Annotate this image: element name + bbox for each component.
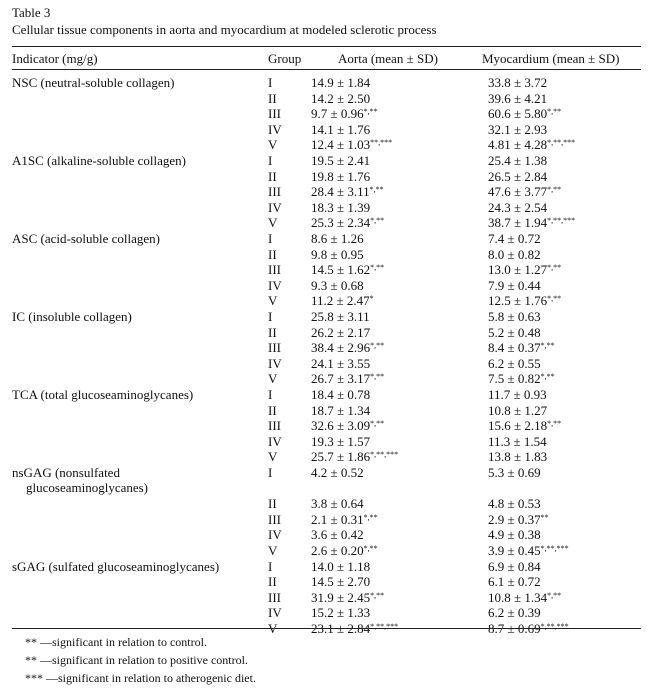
indicator-text: sGAG (sulfated glucoseaminoglycanes) (12, 558, 220, 574)
significance-marker: *,** (370, 341, 385, 351)
significance-marker: *,** (540, 372, 555, 382)
group-cell: I (268, 387, 273, 402)
group-cell: III (268, 511, 281, 527)
group-cell: II (268, 402, 277, 418)
aorta-cell-value: 38.4 ± 2.96 (311, 340, 371, 356)
group-cell: V (268, 543, 278, 558)
myocardium-cell-value: 6.1 ± 0.72 (488, 574, 541, 590)
group-cell: II (268, 90, 277, 106)
group-cell: II (268, 574, 277, 590)
significance-marker: *,** (370, 263, 385, 273)
myocardium-cell (488, 512, 549, 527)
aorta-cell-value: 3.6 ± 0.42 (311, 527, 364, 543)
myocardium-cell-value: 8.4 ± 0.37 (488, 340, 541, 356)
group-cell: II (268, 246, 277, 262)
myocardium-cell (488, 559, 541, 574)
aorta-cell (311, 387, 370, 402)
significance-marker: *,** (547, 419, 562, 429)
myocardium-cell (488, 215, 575, 230)
aorta-cell (311, 605, 370, 620)
aorta-cell-value: 3.8 ± 0.64 (311, 496, 364, 512)
group-cell: V (268, 449, 278, 465)
significance-marker: *,** (547, 294, 562, 304)
myocardium-cell (488, 418, 561, 433)
aorta-cell (311, 106, 378, 121)
aorta-cell-value: 32.6 ± 3.09 (311, 418, 371, 434)
myocardium-cell-value: 33.8 ± 3.72 (488, 75, 548, 90)
myocardium-cell (488, 605, 541, 620)
myocardium-cell (488, 106, 561, 121)
myocardium-cell-value: 2.9 ± 0.37 (488, 511, 541, 527)
aorta-cell (311, 590, 384, 605)
aorta-cell (311, 371, 384, 386)
aorta-cell (311, 293, 374, 308)
myocardium-cell (488, 371, 555, 386)
significance-marker: *,** (363, 544, 378, 553)
significance-marker: *,** (547, 107, 562, 117)
myocardium-cell (488, 434, 547, 449)
aorta-cell (311, 465, 364, 480)
aorta-cell-value: 9.7 ± 0.96 (311, 106, 364, 122)
myocardium-cell (488, 247, 541, 262)
myocardium-cell (488, 200, 547, 215)
group-cell: IV (268, 121, 282, 137)
significance-marker: *,**,*** (540, 622, 569, 631)
group-cell: III (268, 589, 281, 605)
table-title: Cellular tissue components in aorta and myocardium at modeled sclerotic process (12, 22, 437, 37)
indicator-text: ASC (acid-soluble collagen) (12, 231, 161, 246)
aorta-cell (311, 91, 370, 106)
aorta-cell (311, 153, 370, 168)
myocardium-cell (488, 325, 541, 340)
significance-marker: ** (540, 512, 549, 522)
group-cell: V (268, 371, 278, 387)
myocardium-cell-value: 4.9 ± 0.38 (488, 527, 541, 543)
significance-marker: *,** (540, 341, 555, 351)
significance-marker: *,** (363, 512, 378, 522)
group-cell: V (268, 621, 278, 636)
aorta-cell-value: 18.4 ± 0.78 (311, 387, 371, 402)
aorta-cell-value: 8.6 ± 1.26 (311, 231, 364, 246)
significance-marker: *,**,*** (547, 216, 576, 226)
aorta-cell (311, 434, 370, 449)
aorta-cell (311, 449, 398, 464)
significance-marker: *,**,*** (370, 622, 399, 631)
significance-marker: *,** (547, 590, 562, 600)
significance-marker: *,** (547, 263, 562, 273)
group-cell: IV (268, 277, 282, 293)
significance-marker: *,**,*** (547, 138, 576, 148)
group-cell: III (268, 184, 281, 200)
aorta-cell (311, 356, 370, 371)
header-group: Group (268, 51, 302, 66)
group-cell: II (268, 168, 277, 184)
myocardium-cell-value: 7.9 ± 0.44 (488, 277, 541, 293)
myocardium-cell-value: 5.8 ± 0.63 (488, 309, 541, 324)
indicator-label (12, 559, 219, 574)
aorta-cell (311, 512, 378, 527)
indicator-label (12, 465, 252, 495)
group-cell: I (268, 75, 273, 90)
aorta-cell-value: 18.3 ± 1.39 (311, 199, 371, 215)
myocardium-cell-value: 32.1 ± 2.93 (488, 121, 548, 137)
significance-marker: *,** (370, 590, 385, 600)
group-cell: I (268, 558, 273, 574)
significance-marker: *,**,*** (370, 450, 399, 460)
aorta-cell-value: 15.2 ± 1.33 (311, 605, 371, 621)
indicator-text-line2: glucoseaminoglycanes) (26, 480, 149, 495)
myocardium-cell-value: 26.5 ± 2.84 (488, 168, 548, 184)
indicator-text: A1SC (alkaline-soluble collagen) (12, 153, 187, 168)
myocardium-cell (488, 293, 561, 308)
myocardium-cell (488, 122, 547, 137)
group-cell: V (268, 215, 278, 231)
aorta-cell (311, 340, 384, 355)
aorta-cell (311, 418, 384, 433)
myocardium-cell (488, 278, 541, 293)
significance-marker: *,** (370, 372, 385, 382)
aorta-cell-value: 26.2 ± 2.17 (311, 324, 371, 340)
aorta-cell-value: 14.0 ± 1.18 (311, 558, 371, 574)
indicator-label (12, 231, 160, 246)
group-cell: I (268, 231, 273, 246)
myocardium-cell-value: 10.8 ± 1.27 (488, 402, 548, 418)
indicator-text: nsGAG (nonsulfated (12, 465, 120, 480)
indicator-label (12, 153, 186, 168)
aorta-cell (311, 403, 370, 418)
aorta-cell (311, 309, 370, 324)
footnote-atherogenic-diet: *** —significant in relation to atherogenic diet. (25, 671, 256, 685)
group-cell: IV (268, 605, 282, 621)
significance-marker: * (369, 294, 374, 304)
myocardium-cell (488, 527, 541, 542)
myocardium-cell-value: 15.6 ± 2.18 (488, 418, 548, 434)
aorta-cell-value: 24.1 ± 3.55 (311, 355, 371, 371)
indicator-label (12, 75, 174, 90)
aorta-cell-value: 25.7 ± 1.86 (311, 449, 371, 465)
myocardium-cell-value: 5.3 ± 0.69 (488, 465, 541, 480)
myocardium-cell (488, 309, 541, 324)
myocardium-cell-value: 3.9 ± 0.45 (488, 543, 541, 558)
myocardium-cell-value: 47.6 ± 3.77 (488, 184, 548, 200)
myocardium-cell (488, 543, 569, 558)
myocardium-cell-value: 4.81 ± 4.28 (488, 137, 548, 153)
aorta-cell-value: 14.1 ± 1.76 (311, 121, 371, 137)
myocardium-cell (488, 137, 575, 152)
group-cell: III (268, 106, 281, 122)
myocardium-cell-value: 6.2 ± 0.55 (488, 355, 541, 371)
header-myocardium: Myocardium (mean ± SD) (482, 51, 620, 66)
aorta-cell (311, 137, 392, 152)
aorta-cell-value: 4.2 ± 0.52 (311, 465, 364, 480)
significance-marker: *,** (370, 216, 385, 226)
significance-marker: *,** (370, 419, 385, 429)
aorta-cell-value: 18.7 ± 1.34 (311, 402, 371, 418)
aorta-cell (311, 184, 384, 199)
myocardium-cell-value: 13.8 ± 1.83 (488, 449, 548, 465)
aorta-cell (311, 122, 370, 137)
aorta-cell (311, 262, 384, 277)
myocardium-cell-value: 11.7 ± 0.93 (488, 387, 547, 402)
aorta-cell-value: 12.4 ± 1.03 (311, 137, 371, 153)
aorta-cell-value: 25.8 ± 3.11 (311, 309, 370, 324)
myocardium-cell (488, 403, 547, 418)
aorta-cell-value: 19.3 ± 1.57 (311, 433, 371, 449)
myocardium-cell-value: 60.6 ± 5.80 (488, 106, 548, 122)
myocardium-cell (488, 169, 547, 184)
myocardium-cell (488, 356, 541, 371)
table-label: Table 3 (12, 5, 51, 20)
header-indicator: Indicator (mg/g) (12, 51, 98, 66)
aorta-cell-value: 2.6 ± 0.20 (311, 543, 364, 558)
significance-marker: **,*** (370, 138, 393, 148)
aorta-cell (311, 574, 370, 589)
myocardium-cell (488, 340, 555, 355)
group-cell: V (268, 293, 278, 309)
myocardium-cell-value: 38.7 ± 1.94 (488, 215, 548, 231)
group-cell: I (268, 153, 273, 168)
group-cell: I (268, 309, 273, 324)
footnote-positive-control: ** —significant in relation to positive control. (25, 653, 248, 667)
aorta-cell-value: 26.7 ± 3.17 (311, 371, 371, 387)
myocardium-cell-value: 12.5 ± 1.76 (488, 293, 548, 309)
indicator-text: TCA (total glucoseaminoglycanes) (12, 387, 194, 402)
group-cell: I (268, 465, 273, 480)
bottom-rule (12, 628, 641, 629)
footnote-control: ** —significant in relation to control. (25, 635, 207, 649)
group-cell: IV (268, 355, 282, 371)
aorta-cell (311, 278, 364, 293)
myocardium-cell (488, 496, 541, 511)
aorta-cell-value: 2.1 ± 0.31 (311, 511, 364, 527)
myocardium-cell-value: 6.2 ± 0.39 (488, 605, 541, 621)
myocardium-cell-value: 8.7 ± 0.69 (488, 621, 541, 636)
myocardium-cell (488, 449, 547, 464)
aorta-cell (311, 231, 364, 246)
myocardium-cell (488, 465, 541, 480)
myocardium-cell (488, 75, 547, 90)
aorta-cell-value: 19.8 ± 1.76 (311, 168, 371, 184)
myocardium-cell-value: 24.3 ± 2.54 (488, 199, 548, 215)
myocardium-cell-value: 4.8 ± 0.53 (488, 496, 541, 512)
group-cell: III (268, 340, 281, 356)
aorta-cell (311, 200, 370, 215)
group-cell: IV (268, 433, 282, 449)
aorta-cell (311, 543, 378, 558)
myocardium-cell-value: 8.0 ± 0.82 (488, 246, 541, 262)
myocardium-cell-value: 6.9 ± 0.84 (488, 558, 541, 574)
aorta-cell-value: 14.5 ± 2.70 (311, 574, 371, 590)
aorta-cell (311, 496, 364, 511)
aorta-cell-value: 14.9 ± 1.84 (311, 75, 371, 90)
top-rule (12, 46, 641, 47)
myocardium-cell (488, 91, 547, 106)
myocardium-cell-value: 7.4 ± 0.72 (488, 231, 541, 246)
aorta-cell-value: 14.2 ± 2.50 (311, 90, 371, 106)
significance-marker: *,** (547, 185, 562, 195)
indicator-text: NSC (neutral-soluble collagen) (12, 75, 175, 90)
myocardium-cell-value: 5.2 ± 0.48 (488, 324, 541, 340)
aorta-cell-value: 11.2 ± 2.47 (311, 293, 370, 309)
aorta-cell-value: 28.4 ± 3.11 (311, 184, 370, 200)
myocardium-cell (488, 387, 547, 402)
group-cell: III (268, 262, 281, 278)
myocardium-cell (488, 153, 547, 168)
myocardium-cell-value: 13.0 ± 1.27 (488, 262, 548, 278)
myocardium-cell (488, 262, 561, 277)
aorta-cell-value: 9.8 ± 0.95 (311, 246, 364, 262)
header-aorta: Aorta (mean ± SD) (338, 51, 438, 66)
group-cell: IV (268, 199, 282, 215)
aorta-cell-value: 31.9 ± 2.45 (311, 589, 371, 605)
aorta-cell-value: 25.3 ± 2.34 (311, 215, 371, 231)
aorta-cell-value: 19.5 ± 2.41 (311, 153, 371, 168)
header-rule (12, 69, 641, 70)
aorta-cell-value: 23.1 ± 2.84 (311, 621, 371, 636)
indicator-label (12, 387, 193, 402)
myocardium-cell (488, 574, 541, 589)
indicator-text: IC (insoluble collagen) (12, 309, 132, 324)
group-cell: II (268, 324, 277, 340)
aorta-cell (311, 325, 370, 340)
aorta-cell-value: 9.3 ± 0.68 (311, 277, 364, 293)
group-cell: IV (268, 527, 282, 543)
group-cell: V (268, 137, 278, 153)
myocardium-cell (488, 184, 561, 199)
group-cell: III (268, 418, 281, 434)
myocardium-cell-value: 11.3 ± 1.54 (488, 433, 547, 449)
aorta-cell (311, 559, 370, 574)
significance-marker: *,** (369, 185, 384, 195)
significance-marker: *,** (363, 107, 378, 117)
significance-marker: *,**,*** (540, 544, 569, 553)
aorta-cell (311, 247, 364, 262)
myocardium-cell-value: 25.4 ± 1.38 (488, 153, 548, 168)
aorta-cell (311, 527, 364, 542)
myocardium-cell-value: 7.5 ± 0.82 (488, 371, 541, 387)
aorta-cell-value: 14.5 ± 1.62 (311, 262, 371, 278)
aorta-cell (311, 215, 384, 230)
aorta-cell (311, 75, 370, 90)
myocardium-cell-value: 39.6 ± 4.21 (488, 90, 548, 106)
group-cell: II (268, 496, 277, 512)
aorta-cell (311, 169, 370, 184)
myocardium-cell-value: 10.8 ± 1.34 (488, 589, 548, 605)
myocardium-cell (488, 590, 561, 605)
myocardium-cell (488, 231, 541, 246)
indicator-label (12, 309, 132, 324)
